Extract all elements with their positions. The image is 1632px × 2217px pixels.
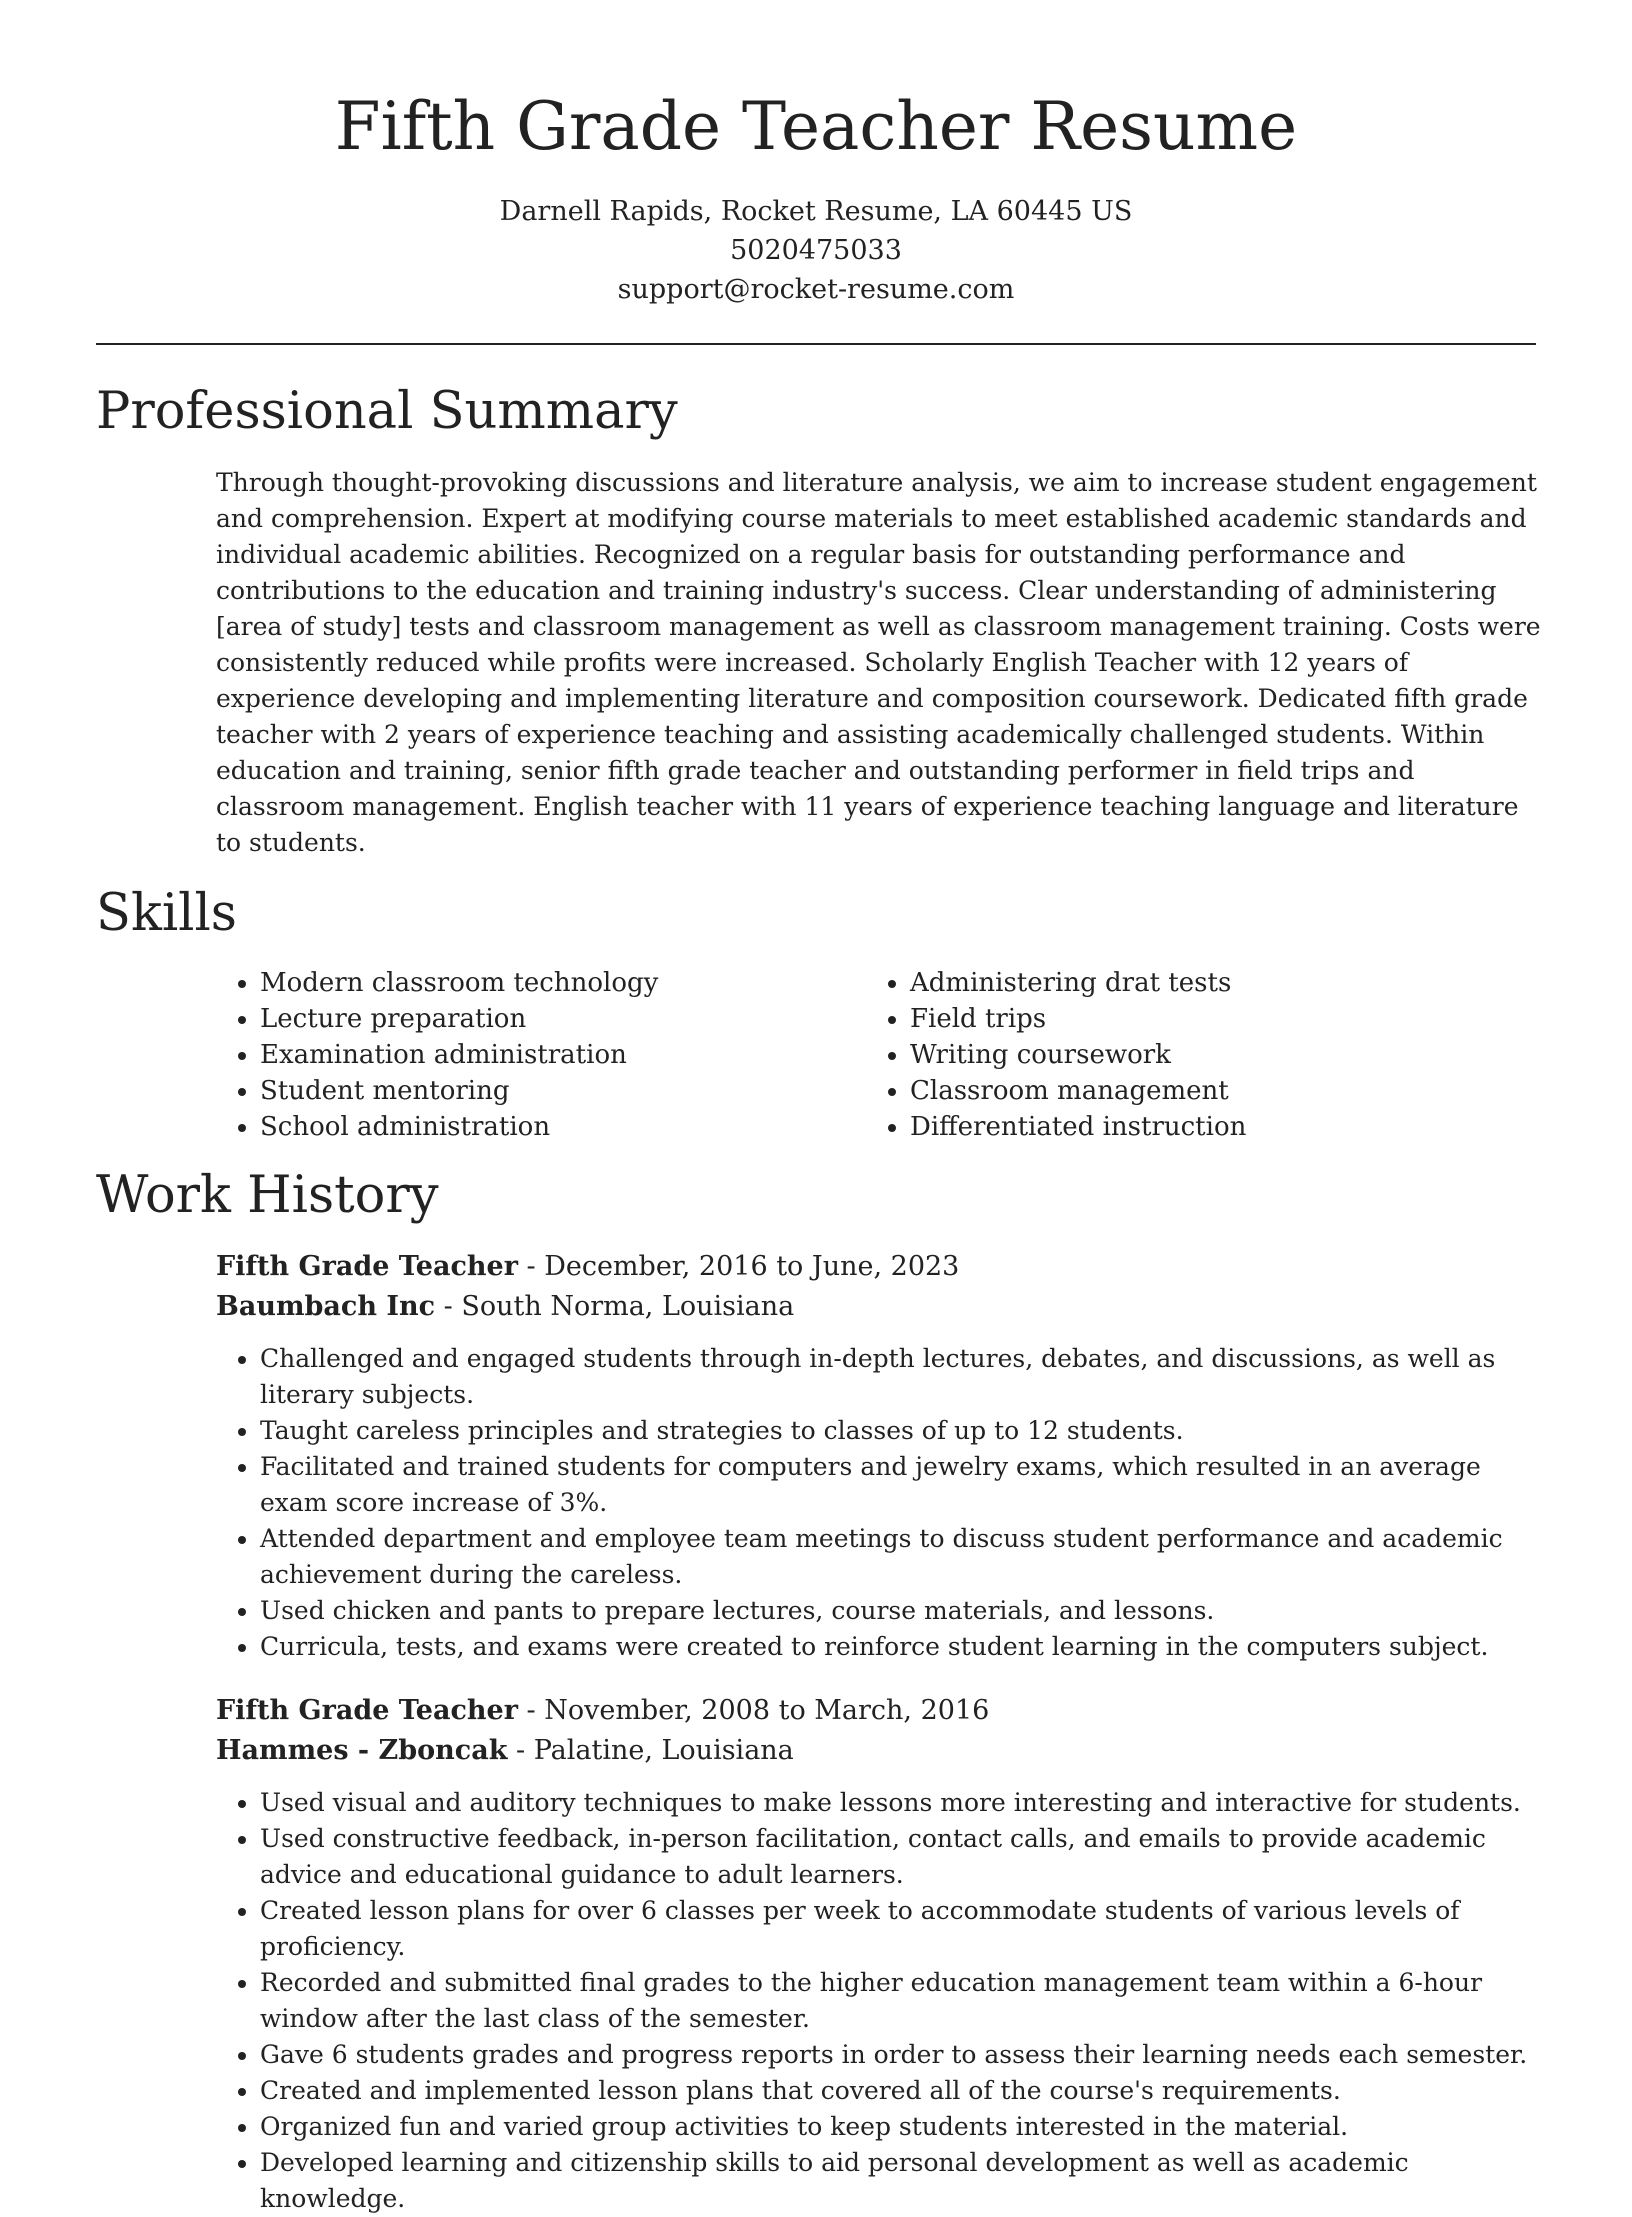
job-bullet: • Used constructive feedback, in-person facilitation, contact calls, and emails to provide academic advice and educational guidance to adult learners. bbox=[260, 1821, 1546, 1893]
job-role: Fifth Grade Teacher bbox=[216, 1695, 518, 1726]
job-bullet: • Taught careless principles and strategies to classes of up to 12 students. bbox=[260, 1413, 1546, 1449]
job-bullet: • Used visual and auditory techniques to make lessons more interesting and interactive for students. bbox=[260, 1785, 1546, 1821]
resume-page bbox=[96, 0, 1541, 2217]
job-title-line bbox=[216, 1691, 1546, 1731]
summary-heading: Professional Summary bbox=[96, 382, 678, 441]
job-company-line bbox=[216, 1287, 1546, 1327]
header-divider bbox=[96, 343, 1536, 345]
skill-item: • Modern classroom technology bbox=[260, 965, 866, 1001]
contact-block bbox=[96, 192, 1536, 309]
skill-item: • Differentiated instruction bbox=[910, 1109, 1246, 1145]
job-bullet: • Facilitated and trained students for computers and jewelry exams, which resulted in an average exam score increase of 3%. bbox=[260, 1449, 1546, 1521]
job-company-line bbox=[216, 1731, 1546, 1771]
job-entry bbox=[216, 1247, 1546, 1665]
skill-item: • Field trips bbox=[910, 1001, 1246, 1037]
resume-title: Fifth Grade Teacher Resume bbox=[334, 88, 1298, 165]
job-bullet: • Used chicken and pants to prepare lectures, course materials, and lessons. bbox=[260, 1593, 1546, 1629]
skill-item: • Classroom management bbox=[910, 1073, 1246, 1109]
job-bullet: • Attended department and employee team meetings to discuss student performance and academic achievement during the careless. bbox=[260, 1521, 1546, 1593]
job-company: Baumbach Inc bbox=[216, 1291, 436, 1322]
skills-column-right bbox=[866, 965, 1246, 1145]
skills-heading: Skills bbox=[96, 884, 237, 943]
contact-address: Darnell Rapids, Rocket Resume, LA 60445 US bbox=[499, 196, 1133, 227]
work-history-heading: Work History bbox=[96, 1166, 439, 1225]
skill-item: • Lecture preparation bbox=[260, 1001, 866, 1037]
job-bullets bbox=[216, 1341, 1546, 1665]
contact-phone: 5020475033 bbox=[730, 235, 902, 266]
job-bullets bbox=[216, 1785, 1546, 2217]
contact-email: support@rocket-resume.com bbox=[617, 274, 1015, 305]
job-bullet: • Recorded and submitted final grades to the higher education management team within a 6-hour window after the last class of the semester. bbox=[260, 1965, 1546, 2037]
job-bullet: • Challenged and engaged students through in-depth lectures, debates, and discussions, as well as literary subjects. bbox=[260, 1341, 1546, 1413]
job-dates: - December, 2016 to June, 2023 bbox=[517, 1251, 960, 1282]
summary-text: Through thought-provoking discussions and literature analysis, we aim to increase student engagement and comprehension. Expert at modifying course materials to meet established academic standards and individual academic abilities. Recognized on a regular basis for outstanding performance and contributions to the education and training industry's success. Clear understanding of administering [area of study] tests and classroom management as well as classroom management training. Costs were consistently reduced while profits were increased. Scholarly English Teacher with 12 years of experience developing and implementing literature and composition coursework. Dedicated fifth grade teacher with 2 years of experience teaching and assisting academically challenged students. Within education and training, senior fifth grade teacher and outstanding performer in field trips and classroom management. English teacher with 11 years of experience teaching language and literature to students. bbox=[216, 468, 1541, 857]
skill-item: • School administration bbox=[260, 1109, 866, 1145]
job-role: Fifth Grade Teacher bbox=[216, 1251, 518, 1282]
job-entry bbox=[216, 1691, 1546, 2217]
skills-list bbox=[216, 965, 1536, 1145]
job-location: - Palatine, Louisiana bbox=[507, 1735, 794, 1766]
job-dates: - November, 2008 to March, 2016 bbox=[517, 1695, 990, 1726]
skills-column-left bbox=[216, 965, 866, 1145]
job-bullet: • Organized fun and varied group activities to keep students interested in the material. bbox=[260, 2109, 1546, 2145]
job-location: - South Norma, Louisiana bbox=[435, 1291, 795, 1322]
skill-item: • Writing coursework bbox=[910, 1037, 1246, 1073]
skill-item: • Examination administration bbox=[260, 1037, 866, 1073]
job-bullet: • Created and implemented lesson plans that covered all of the course's requirements. bbox=[260, 2073, 1546, 2109]
job-title-line bbox=[216, 1247, 1546, 1287]
job-bullet: • Curricula, tests, and exams were created to reinforce student learning in the computers subject. bbox=[260, 1629, 1546, 1665]
job-bullet: • Developed learning and citizenship skills to aid personal development as well as academic knowledge. bbox=[260, 2145, 1546, 2217]
job-bullet: • Gave 6 students grades and progress reports in order to assess their learning needs each semester. bbox=[260, 2037, 1546, 2073]
skill-item: • Administering drat tests bbox=[910, 965, 1246, 1001]
skill-item: • Student mentoring bbox=[260, 1073, 866, 1109]
job-bullet: • Created lesson plans for over 6 classes per week to accommodate students of various levels of proficiency. bbox=[260, 1893, 1546, 1965]
resume-header bbox=[96, 0, 1536, 309]
job-company: Hammes - Zboncak bbox=[216, 1735, 508, 1766]
